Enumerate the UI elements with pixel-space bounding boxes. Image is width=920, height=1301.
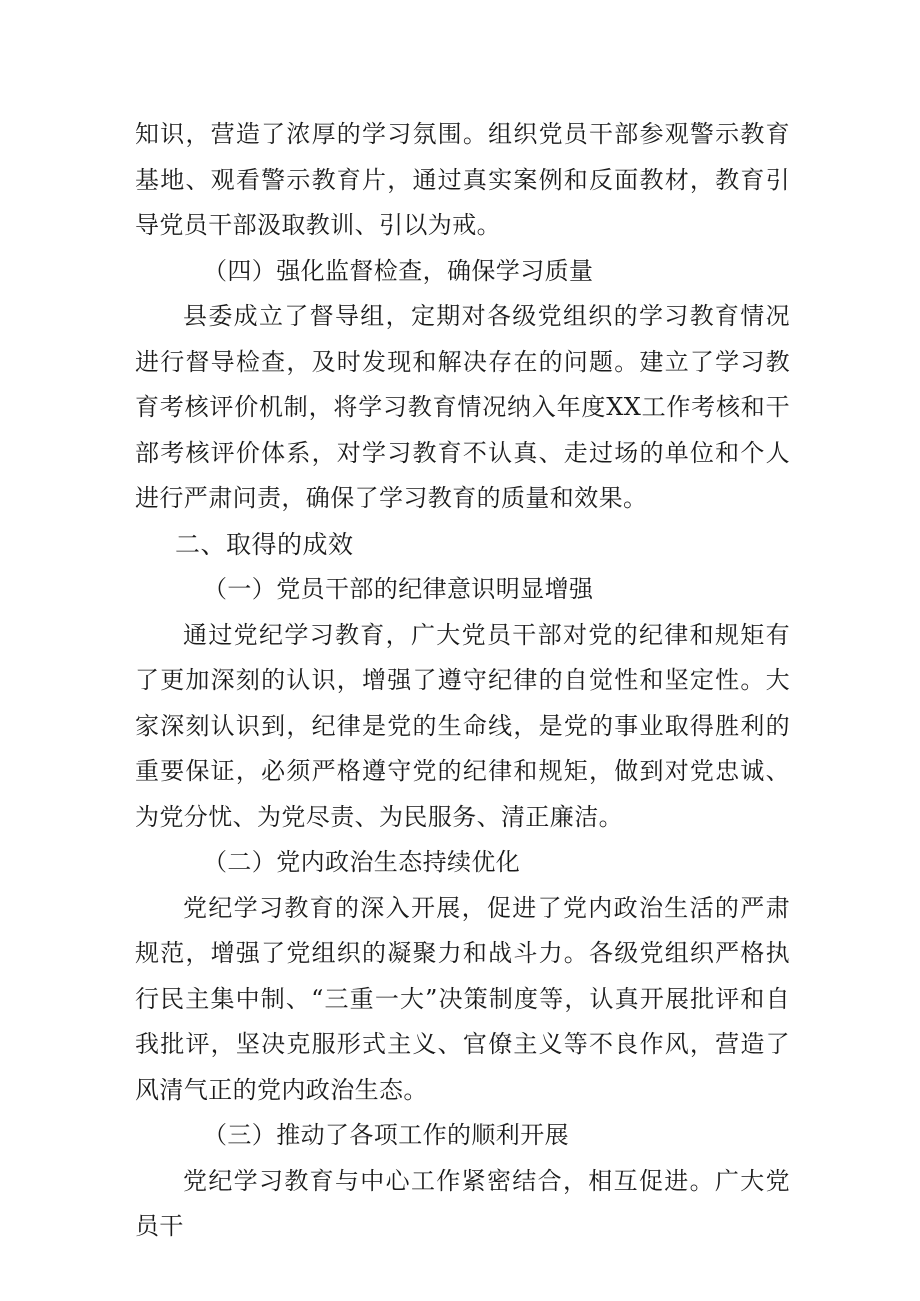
paragraph-work-progress: 党纪学习教育与中心工作紧密结合，相互促进。广大党员干: [135, 1166, 790, 1240]
paragraph-supervision: 县委成立了督导组，定期对各级党组织的学习教育情况进行督导检查，及时发现和解决存在的问题。建立了学习教育考核评价机制，将学习教育情况纳入年度XX工作考核和干部考核评价体系，对学习教育不认真、走过场的单位和个人进行严肃问责，确保了学习教育的质量和效果。: [135, 302, 790, 512]
document-body: [135, 112, 790, 1250]
paragraph-continuation: 知识，营造了浓厚的学习氛围。组织党员干部参观警示教育基地、观看警示教育片，通过真实案例和反面教材，教育引导党员干部汲取教训、引以为戒。: [135, 120, 790, 239]
paragraph-discipline-awareness: 通过党纪学习教育，广大党员干部对党的纪律和规矩有了更加深刻的认识，增强了遵守纪律的自觉性和坚定性。大家深刻认识到，纪律是党的生命线，是党的事业取得胜利的重要保证，必须严格遵守党的纪律和规矩，做到对党忠诚、为党分忧、为党尽责、为民服务、清正廉洁。: [135, 620, 790, 831]
paragraph-political-ecology: 党纪学习教育的深入开展，促进了党内政治生活的严肃规范，增强了党组织的凝聚力和战斗力。各级党组织严格执行民主集中制、“三重一大”决策制度等，认真开展批评和自我批评，坚决克服形式主义、官僚主义等不良作风，营造了风清气正的党内政治生态。: [135, 893, 790, 1104]
sub-heading-4: （四）强化监督检查，确保学习质量: [203, 256, 594, 285]
sub-heading-3: （三）推动了各项工作的顺利开展: [203, 1121, 569, 1149]
sub-heading-1: （一）党员干部的纪律意识明显增强: [203, 575, 594, 603]
sub-heading-2: （二）党内政治生态持续优化: [203, 848, 521, 876]
section-heading-achievements: 二、取得的成效: [175, 529, 354, 559]
